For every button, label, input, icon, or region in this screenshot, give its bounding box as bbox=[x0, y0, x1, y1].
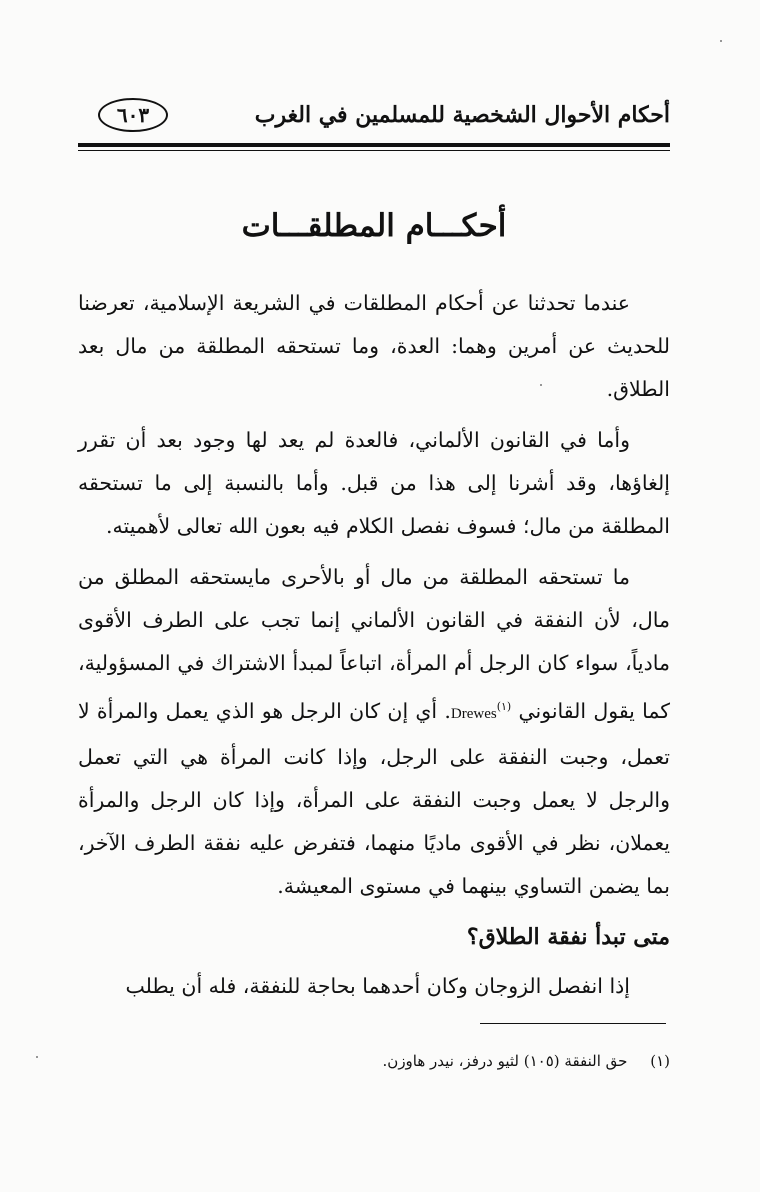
paragraph-2: وأما في القانون الألماني، فالعدة لم يعد لها وجود بعد أن تقرر إلغاؤها، وقد أشرنا إلى هذا من قبل. وأما بالنسبة إلى ما تستحقه المطلقة من مال؛ فسوف نفصل الكلام فيه بعون الله تعالى لأهميته. bbox=[78, 428, 670, 538]
footnote-text: حق النفقة (١٠٥) لثيو درفز، نيدر هاوزن. bbox=[382, 1052, 628, 1070]
paragraph-3-part-2: . أي إن كان الرجل هو الذي يعمل والمرأة لا تعمل، وجبت النفقة على الرجل، وإذا كانت المرأة هي التي تعمل والرجل لا يعمل وجبت النفقة على المرأة، وإذا كان الرجل والمرأة يعملان، نظر في الأقوى ماديًا منهما، فتفرض عليه نفقة الطرف الآخر، بما يضمن التساوي بينهما في مستوى المعيشة. bbox=[78, 698, 670, 898]
section-title: أحكـــام المطلقـــات bbox=[241, 208, 507, 244]
footnote-rule bbox=[480, 1023, 666, 1024]
subheading: متى تبدأ نفقة الطلاق؟ bbox=[466, 923, 670, 950]
book-title: أحكام الأحوال الشخصية للمسلمين في الغرب bbox=[254, 102, 670, 128]
page-number-badge bbox=[98, 98, 168, 132]
running-header bbox=[78, 94, 670, 138]
scan-speck bbox=[540, 384, 542, 386]
footnote-reference: (١) bbox=[496, 700, 512, 713]
scan-speck bbox=[36, 1056, 38, 1058]
footnote bbox=[78, 1052, 670, 1070]
scan-speck bbox=[720, 40, 722, 42]
paragraph-1: عندما تحدثنا عن أحكام المطلقات في الشريعة الإسلامية، تعرضنا للحديث عن أمرين وهما: العدة، وما تستحقه المطلقة من مال بعد الطلاق. bbox=[78, 291, 670, 401]
latin-name: Drewes bbox=[450, 705, 497, 722]
footnote-marker: (١) bbox=[650, 1052, 670, 1070]
header-rule-thin bbox=[78, 150, 670, 151]
paragraph-4: إذا انفصل الزوجان وكان أحدهما بحاجة للنفقة، فله أن يطلب bbox=[125, 973, 630, 998]
header-rule-thick bbox=[78, 143, 670, 147]
paragraph-3 bbox=[78, 556, 670, 908]
body-text bbox=[78, 282, 670, 1016]
page-number: ٦٠٣ bbox=[116, 103, 150, 127]
paragraph-3-part-1: ما تستحقه المطلقة من مال أو بالأحرى مايستحقه المطلق من مال، لأن النفقة في القانون الألماني إنما تجب على الطرف الأقوى مادياً، سواء كان الرجل أم المرأة، اتباعاً لمبدأ الاشتراك في المسؤولية، كما يقول القانوني bbox=[78, 565, 670, 723]
